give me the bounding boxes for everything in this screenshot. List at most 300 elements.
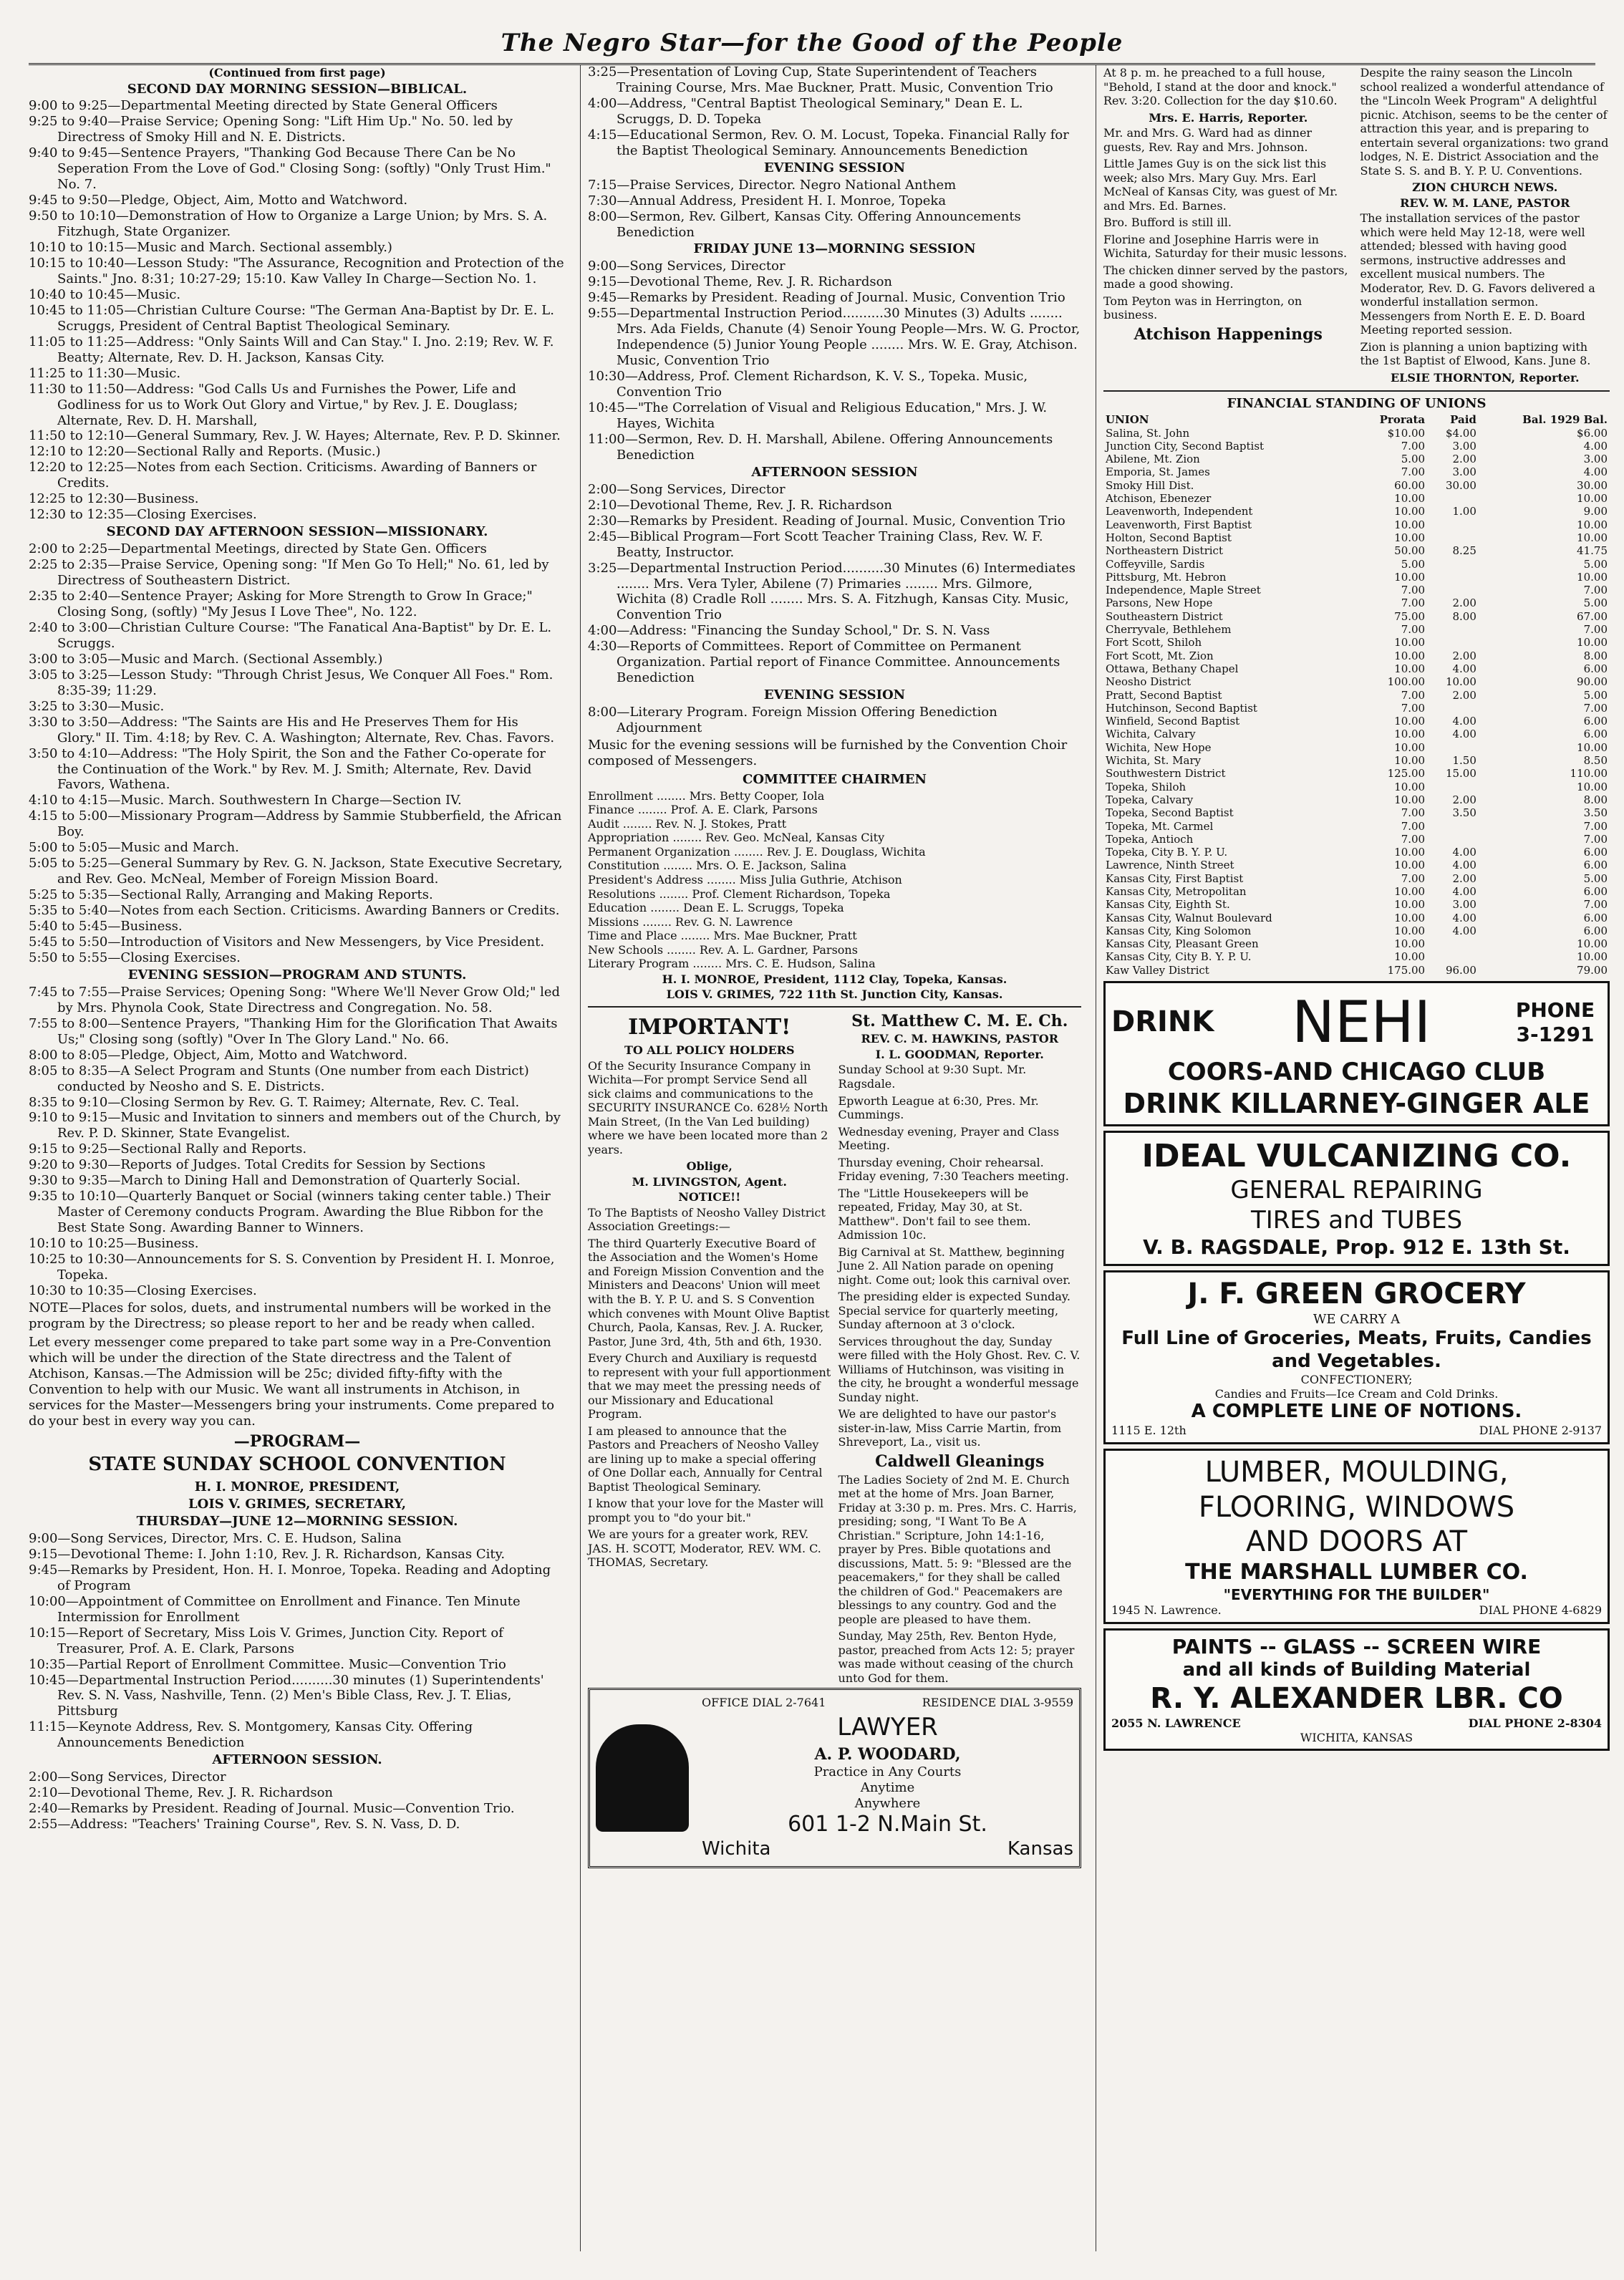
list-item: 11:50 to 12:10—General Summary, Rev. J. W. Hayes; Alternate, Rev. P. D. Skinner. bbox=[29, 428, 561, 444]
table-cell: Southwestern District bbox=[1106, 767, 1226, 781]
section-heading: AFTERNOON SESSION bbox=[751, 464, 918, 480]
table-row bbox=[1103, 781, 1610, 793]
signoff: LOIS V. GRIMES, 722 11th St. Junction City, Kansas. bbox=[666, 987, 1003, 1002]
portrait-image bbox=[596, 1724, 689, 1832]
table-cell: Atchison, Ebenezer bbox=[1106, 492, 1212, 506]
table-cell: 9.00 bbox=[1583, 505, 1608, 518]
list-item: 3:25—Departmental Instruction Period..........30 Minutes (6) Intermediates ........ Mrs. Vera Tyler, Abilene (7) Primaries ........ Mrs. Gilmore, Wichita (8) Cradle Roll ........ Mrs. S. A. Fitzhugh, Kansas City. Music, Convention Trio bbox=[588, 560, 1076, 623]
table-cell: 6.00 bbox=[1583, 846, 1608, 859]
columns bbox=[29, 64, 1609, 2251]
list-item: Education ........ Dean E. L. Scruggs, Topeka bbox=[588, 901, 844, 915]
list-item: 11:15—Keynote Address, Rev. S. Montgomery, Kansas City. Offering Announcements Benediction bbox=[29, 1719, 473, 1751]
notice-heading: NOTICE!! bbox=[678, 1190, 741, 1204]
important-sign: M. LIVINGSTON, Agent. bbox=[632, 1174, 787, 1189]
table-cell: Topeka, Antioch bbox=[1106, 832, 1194, 846]
news-text: Epworth League at 6:30, Pres. Mr. Cummings. bbox=[838, 1093, 1039, 1122]
table-cell: 2.00 bbox=[1452, 649, 1476, 662]
table-cell: 10.00 bbox=[1577, 950, 1608, 964]
lumber-name: THE MARSHALL LUMBER CO. bbox=[1185, 1560, 1528, 1585]
table-cell bbox=[1427, 531, 1479, 544]
table-cell: 10.00 bbox=[1394, 505, 1426, 518]
list-item: Enrollment ........ Mrs. Betty Cooper, Iola bbox=[588, 788, 825, 803]
table-cell: $4.00 bbox=[1445, 426, 1476, 440]
nehi-line: COORS-AND CHICAGO CLUB bbox=[1167, 1057, 1546, 1086]
list-item: 9:15—Devotional Theme: I. John 1:10, Rev. J. R. Richardson, Kansas City. bbox=[29, 1546, 506, 1562]
table-row bbox=[1103, 754, 1610, 767]
important-sign: Oblige, bbox=[686, 1159, 733, 1174]
table-cell: 90.00 bbox=[1577, 675, 1608, 689]
stmatthew-reporter: I. L. GOODMAN, Reporter. bbox=[875, 1047, 1044, 1061]
list-item: 5:25 to 5:35—Sectional Rally, Arranging and Making Reports. bbox=[29, 887, 433, 903]
grocery-ad bbox=[1103, 1270, 1610, 1444]
table-row bbox=[1103, 584, 1610, 596]
table-cell: 10.00 bbox=[1394, 662, 1426, 675]
divider bbox=[588, 1006, 1081, 1008]
table-cell: 10.00 bbox=[1394, 728, 1426, 741]
news-text: The "Little Housekeepers will be repeated, Friday, May 30, at St. Matthew". Don't fail to see them. Admission 10c. bbox=[838, 1186, 1031, 1242]
nehi-top bbox=[1111, 987, 1602, 1058]
masthead: The Negro Star—for the Good of the People bbox=[29, 29, 1595, 65]
divider bbox=[1103, 390, 1610, 392]
news-text: Wednesday evening, Prayer and Class Meeting. bbox=[838, 1124, 1060, 1153]
table-cell: 3.00 bbox=[1452, 439, 1476, 453]
table-cell: 7.00 bbox=[1401, 832, 1426, 846]
table-cell: Junction City, Second Baptist bbox=[1106, 439, 1265, 453]
table-row bbox=[1103, 558, 1610, 571]
city-text: Wichita bbox=[702, 1837, 771, 1860]
table-cell bbox=[1427, 937, 1479, 950]
table-cell: 10.00 bbox=[1394, 859, 1426, 872]
table-cell: 2.00 bbox=[1452, 596, 1476, 610]
list-item: 10:25 to 10:30—Announcements for S. S. Convention by President H. I. Monroe, Topeka. bbox=[29, 1252, 555, 1282]
news-text: The chicken dinner served by the pastors, made a good showing. bbox=[1103, 263, 1348, 291]
table-cell: $6.00 bbox=[1577, 426, 1608, 440]
grocery-line: Candies and Fruits—Ice Cream and Cold Drinks. bbox=[1214, 1386, 1499, 1401]
list-item: 8:00—Literary Program. Foreign Mission Offering Benediction Adjournment bbox=[588, 705, 997, 736]
office-phone: OFFICE DIAL 2-7641 bbox=[702, 1696, 826, 1710]
table-cell: Fort Scott, Mt. Zion bbox=[1106, 649, 1214, 662]
reporter: ELSIE THORNTON, Reporter. bbox=[1390, 370, 1580, 385]
list-item: 5:00 to 5:05—Music and March. bbox=[29, 840, 239, 856]
list-item: 9:00—Song Services, Director, Mrs. C. E. Hudson, Salina bbox=[29, 1530, 402, 1546]
list-item: 9:45—Remarks by President, Hon. H. I. Monroe, Topeka. Reading and Adopting of Program bbox=[29, 1562, 551, 1593]
news-text: Big Carnival at St. Matthew, beginning June 2. All Nation parade on opening night. Come out; look this carnival over. bbox=[838, 1245, 1071, 1287]
table-row bbox=[1103, 964, 1610, 977]
table-cell: Winfield, Second Baptist bbox=[1106, 715, 1240, 728]
list-item: 12:20 to 12:25—Notes from each Section. Criticisms. Awarding of Banners or Credits. bbox=[29, 460, 537, 491]
ss-president: H. I. MONROE, PRESIDENT, bbox=[194, 1479, 400, 1495]
news-text: Florine and Josephine Harris were in Wichita, Saturday for their music lessons. bbox=[1103, 232, 1348, 261]
table-cell: Topeka, Calvary bbox=[1106, 793, 1194, 806]
news-text: Thursday evening, Choir rehearsal. Friday evening, 7:30 Teachers meeting. bbox=[838, 1155, 1069, 1184]
table-cell bbox=[1427, 741, 1479, 754]
table-cell: 1.00 bbox=[1452, 505, 1476, 518]
alex-name: R. Y. ALEXANDER LBR. CO bbox=[1150, 1682, 1563, 1716]
table-cell: Wichita, Calvary bbox=[1106, 728, 1196, 741]
table-cell: 10.00 bbox=[1394, 846, 1426, 859]
table-cell: 10.00 bbox=[1394, 937, 1426, 951]
caldwell-title: Caldwell Gleanings bbox=[875, 1451, 1045, 1471]
table-cell: Abilene, Mt. Zion bbox=[1106, 453, 1200, 466]
table-cell: 6.00 bbox=[1583, 859, 1608, 872]
list-item: 9:30 to 9:35—March to Dining Hall and Demonstration of Quarterly Social. bbox=[29, 1173, 521, 1189]
list-item: 10:30 to 10:35—Closing Exercises. bbox=[29, 1282, 257, 1298]
table-cell bbox=[1427, 492, 1479, 505]
table-cell: 10.00 bbox=[1394, 898, 1426, 912]
program-list bbox=[29, 985, 566, 1299]
list-item: Appropriation ........ Rev. Geo. McNeal, Kansas City bbox=[588, 831, 885, 845]
table-cell: Kansas City, Eighth St. bbox=[1106, 898, 1230, 912]
list-item: 9:35 to 10:10—Quarterly Banquet or Social (winners taking center table.) Their Master of Ceremony conducts Program. Awarding the Blue Ribbon for the Best State Song. Awarding Banner to Winners. bbox=[29, 1189, 551, 1236]
table-row bbox=[1103, 440, 1610, 453]
table-row bbox=[1103, 596, 1610, 609]
table-row bbox=[1103, 518, 1610, 531]
list-item: 5:40 to 5:45—Business. bbox=[29, 919, 183, 934]
table-cell: 8.00 bbox=[1452, 609, 1476, 623]
continued-note: (Continued from first page) bbox=[208, 66, 386, 79]
list-item: 9:55—Departmental Instruction Period..........30 Minutes (3) Adults ........ Mrs. Ada Fields, Chanute (4) Senoir Young People—Mrs. W. G. Proctor, Independence (5) Junior Young People ........ Mrs. W. E. Gray, Atchison. Music, Convention Trio bbox=[588, 306, 1081, 369]
table-cell: 10.00 bbox=[1394, 636, 1426, 649]
table-cell: Wichita, St. Mary bbox=[1106, 754, 1202, 768]
grocery-phone: DIAL PHONE 2-9137 bbox=[1479, 1424, 1602, 1438]
table-cell: 6.00 bbox=[1583, 911, 1608, 924]
table-header bbox=[1103, 413, 1610, 426]
drink-text: DRINK bbox=[1111, 1005, 1214, 1039]
table-cell: 10.00 bbox=[1394, 518, 1426, 531]
list-item: 10:45—"The Correlation of Visual and Religious Education," Mrs. J. W. Hayes, Wichita bbox=[588, 400, 1048, 431]
news-text: Services throughout the day, Sunday were filled with the Holy Ghost. Rev. C. V. Williams of Hutchinson, was visiting in the city, he brought a wonderful message Sunday night. bbox=[838, 1334, 1081, 1404]
table-cell: Salina, St. John bbox=[1106, 426, 1190, 440]
table-cell: 4.00 bbox=[1452, 728, 1476, 741]
table-cell: Independence, Maple Street bbox=[1106, 584, 1261, 597]
table-cell: $10.00 bbox=[1387, 426, 1426, 440]
list-item: 2:00 to 2:25—Departmental Meetings, directed by State Gen. Officers bbox=[29, 541, 487, 557]
list-item: 10:40 to 10:45—Music. bbox=[29, 286, 181, 302]
program-list bbox=[29, 98, 566, 523]
ss-title: STATE SUNDAY SCHOOL CONVENTION bbox=[88, 1454, 506, 1476]
table-row bbox=[1103, 702, 1610, 715]
subcolumns bbox=[588, 1012, 1081, 1689]
news-text: Sunday School at 9:30 Supt. Mr. Ragsdale. bbox=[838, 1063, 1027, 1091]
section-heading: EVENING SESSION—PROGRAM AND STUNTS. bbox=[127, 967, 467, 982]
table-cell bbox=[1427, 702, 1479, 715]
stmatthew-title: St. Matthew C. M. E. Ch. bbox=[851, 1011, 1068, 1030]
table-cell: 60.00 bbox=[1394, 478, 1426, 492]
news-text: Mr. and Mrs. G. Ward had as dinner guests, Rev. Ray and Mrs. Johnson. bbox=[1103, 126, 1313, 154]
table-cell: 1.50 bbox=[1452, 754, 1476, 768]
table-cell: 8.00 bbox=[1583, 649, 1608, 662]
list-item: 2:30—Remarks by President. Reading of Journal. Music, Convention Trio bbox=[588, 513, 1065, 528]
table-cell: 50.00 bbox=[1394, 544, 1426, 558]
ss-secretary: LOIS V. GRIMES, SECRETARY, bbox=[188, 1497, 406, 1512]
alex-address: 2055 N. LAWRENCE bbox=[1111, 1716, 1241, 1731]
table-row bbox=[1103, 833, 1610, 846]
news-text: Despite the rainy season the Lincoln school realized a wonderful attendance of the "Lincoln Week Program" A delightful picnic. Atchison, seems to be the center of attraction this year, and is preparing to entertain several organizations: two grand lodges, N. E. District Association and the State S. S. and B. Y. P. U. Conventions. bbox=[1360, 66, 1609, 178]
list-item: Permanent Organization ........ Rev. J. E. Douglass, Wichita bbox=[588, 844, 926, 859]
table-cell: 7.00 bbox=[1583, 584, 1608, 597]
lumber-line: AND DOORS AT bbox=[1245, 1525, 1468, 1559]
vulc-name: IDEAL VULCANIZING CO. bbox=[1141, 1138, 1572, 1175]
lawyer-title: LAWYER bbox=[837, 1712, 938, 1742]
zion-title: ZION CHURCH NEWS. bbox=[1412, 180, 1558, 195]
program-list bbox=[588, 482, 1081, 686]
table-cell: 4.00 bbox=[1452, 911, 1476, 924]
list-item: 2:25 to 2:35—Praise Service, Opening song: "If Men Go To Hell;" No. 61, led by Directress of Southeastern District. bbox=[29, 557, 549, 589]
table-cell: Topeka, Shiloh bbox=[1106, 780, 1186, 793]
grocery-line: Full Line of Groceries, Meats, Fruits, Candies and Vegetables. bbox=[1121, 1328, 1592, 1372]
reporter: Mrs. E. Harris, Reporter. bbox=[1149, 110, 1308, 125]
table-cell: 10.00 bbox=[1394, 950, 1426, 964]
table-row bbox=[1103, 544, 1610, 557]
table-cell: Kansas City, City B. Y. P. U. bbox=[1106, 950, 1252, 964]
table-cell: 6.00 bbox=[1583, 662, 1608, 675]
list-item: 7:55 to 8:00—Sentence Prayers, "Thanking Him for the Glorification That Awaits Us;" Closing song (softly) "Over In The Glory Land." No. 66. bbox=[29, 1015, 558, 1047]
table-cell: 10.00 bbox=[1577, 492, 1608, 506]
list-item: 8:05 to 8:35—A Select Program and Stunts (One number from each District) conducted by Neosho and S. E. Districts. bbox=[29, 1063, 529, 1094]
church-news bbox=[838, 1012, 1082, 1689]
table-row bbox=[1103, 885, 1610, 898]
table-cell: Kansas City, Pleasant Green bbox=[1106, 937, 1259, 951]
table-cell: 8.00 bbox=[1583, 793, 1608, 806]
list-item: 2:40 to 3:00—Christian Culture Course: "The Fanatical Ana-Baptist" by Dr. E. L. Scruggs. bbox=[29, 619, 552, 651]
column-header: Bal. 1929 Bal. bbox=[1522, 413, 1608, 427]
table-cell: 4.00 bbox=[1583, 439, 1608, 453]
grocery-line: A COMPLETE LINE OF NOTIONS. bbox=[1191, 1401, 1522, 1423]
table-cell: 2.00 bbox=[1452, 871, 1476, 885]
table-row bbox=[1103, 728, 1610, 740]
list-item: 4:15—Educational Sermon, Rev. O. M. Locust, Topeka. Financial Rally for the Baptist Theological Seminary. Announcements Benediction bbox=[588, 127, 1069, 158]
column-header: Prorata bbox=[1379, 413, 1426, 427]
lawyer-city bbox=[702, 1838, 1073, 1861]
lawyer-name: A. P. WOODARD, bbox=[814, 1745, 961, 1764]
residence-phone: RESIDENCE DIAL 3-9559 bbox=[922, 1696, 1073, 1710]
list-item: 8:00 to 8:05—Pledge, Object, Aim, Motto and Watchword. bbox=[29, 1047, 408, 1063]
lawyer-line: Anywhere bbox=[854, 1796, 921, 1812]
zion-news bbox=[1360, 64, 1610, 386]
lumber-address: 1945 N. Lawrence. bbox=[1111, 1603, 1222, 1618]
table-cell: Southeastern District bbox=[1106, 609, 1223, 623]
column-1 bbox=[29, 64, 566, 2251]
list-item: 2:55—Address: "Teachers' Training Course", Rev. S. N. Vass, D. D. bbox=[29, 1817, 460, 1832]
list-item: 9:25 to 9:40—Praise Service; Opening Song: "Lift Him Up." No. 50. led by Directress of Smoky Hill and N. E. Districts. bbox=[29, 114, 513, 145]
table-cell: Kansas City, Walnut Boulevard bbox=[1106, 911, 1272, 924]
table-row bbox=[1103, 427, 1610, 440]
table-row bbox=[1103, 623, 1610, 636]
program-list bbox=[588, 259, 1081, 463]
news-text: The presiding elder is expected Sunday. Special service for quarterly meeting, Sunday afternoon at 3 o'clock. bbox=[838, 1290, 1070, 1332]
list-item: 9:20 to 9:30—Reports of Judges. Total Credits for Session by Sections bbox=[29, 1157, 485, 1173]
atchison-title: Atchison Happenings bbox=[1134, 324, 1323, 344]
table-row bbox=[1103, 531, 1610, 544]
table-cell: 30.00 bbox=[1577, 478, 1608, 492]
table-row bbox=[1103, 767, 1610, 780]
list-item: 11:30 to 11:50—Address: "God Calls Us and Furnishes the Power, Life and Godliness for us to Work Out Glory and Virtue," by Rev. J. E. Douglass; Alternate, Rev. D. H. Marshall, bbox=[29, 381, 518, 428]
table-cell: Pratt, Second Baptist bbox=[1106, 688, 1222, 702]
list-item: Resolutions ........ Prof. Clement Richardson, Topeka bbox=[588, 887, 891, 901]
table-cell: 6.00 bbox=[1583, 924, 1608, 937]
list-item: 10:10 to 10:15—Music and March. Sectional assembly.) bbox=[29, 240, 392, 256]
grocery-footer bbox=[1111, 1424, 1602, 1438]
table-cell: 10.00 bbox=[1577, 740, 1608, 754]
table-row bbox=[1103, 675, 1610, 688]
caldwell-cont bbox=[1103, 64, 1353, 386]
table-cell: Cherryvale, Bethlehem bbox=[1106, 623, 1232, 637]
table-cell: 10.00 bbox=[1394, 780, 1426, 793]
section-heading: EVENING SESSION bbox=[763, 160, 906, 175]
table-cell: 110.00 bbox=[1570, 767, 1608, 781]
list-item: 12:30 to 12:35—Closing Exercises. bbox=[29, 507, 257, 523]
table-cell: 7.00 bbox=[1401, 439, 1426, 453]
table-cell: 7.00 bbox=[1583, 623, 1608, 637]
notice-text: The third Quarterly Executive Board of the Association and the Women's Home and Foreign Mission Convention and the Ministers and Deacons' Union will meet with the B. Y. P. U. and S. S Convention which convenes with Mount Olive Baptist Church, Paola, Kansas, Rev. J. A. Rucker, Pastor, June 3rd, 4th, 5th and 6th, 1930. bbox=[588, 1236, 830, 1348]
list-item: 9:10 to 9:15—Music and Invitation to sinners and members out of the Church, by Rev. P. D. Skinner, State Evangelist. bbox=[29, 1110, 561, 1141]
table-cell bbox=[1427, 623, 1479, 636]
table-cell: 7.00 bbox=[1401, 871, 1426, 885]
table-row bbox=[1103, 571, 1610, 584]
table-cell: 7.00 bbox=[1401, 688, 1426, 702]
column-3 bbox=[1096, 64, 1610, 2251]
program-list bbox=[588, 178, 1081, 241]
lumber-line: FLOORING, WINDOWS bbox=[1198, 1490, 1515, 1524]
lawyer-address: 601 1-2 N.Main St. bbox=[788, 1812, 987, 1837]
lumber-line: LUMBER, MOULDING, bbox=[1204, 1455, 1509, 1489]
table-cell: Coffeyville, Sardis bbox=[1106, 557, 1205, 571]
table-cell: 7.00 bbox=[1401, 623, 1426, 637]
table-cell: 125.00 bbox=[1387, 767, 1426, 781]
financial-table bbox=[1103, 413, 1610, 977]
table-cell: 10.00 bbox=[1394, 793, 1426, 806]
table-cell: 10.00 bbox=[1445, 675, 1476, 689]
list-item: 9:50 to 10:10—Demonstration of How to Organize a Large Union; by Mrs. S. A. Fitzhugh, State Organizer. bbox=[29, 208, 548, 240]
table-cell: 4.00 bbox=[1583, 465, 1608, 479]
table-cell: 10.00 bbox=[1394, 649, 1426, 662]
table-row bbox=[1103, 492, 1610, 505]
list-item: 5:35 to 5:40—Notes from each Section. Criticisms. Awarding Banners or Credits. bbox=[29, 903, 560, 919]
table-cell: 96.00 bbox=[1445, 963, 1476, 977]
table-cell: 8.50 bbox=[1583, 754, 1608, 768]
list-item: 5:05 to 5:25—General Summary by Rev. G. N. Jackson, State Executive Secretary, and Rev. Geo. McNeal, Member of Foreign Mission Board. bbox=[29, 856, 563, 887]
list-item: 2:00—Song Services, Director bbox=[29, 1769, 226, 1785]
list-item: 2:40—Remarks by President. Reading of Journal. Music—Convention Trio. bbox=[29, 1801, 515, 1817]
lawyer-line: Anytime bbox=[860, 1780, 915, 1796]
table-cell: 10.00 bbox=[1394, 754, 1426, 768]
news-text: Bro. Bufford is still ill. bbox=[1103, 216, 1232, 230]
table-cell: 15.00 bbox=[1445, 767, 1476, 781]
grocery-name: J. F. GREEN GROCERY bbox=[1187, 1277, 1526, 1311]
lawyer-text bbox=[702, 1696, 1073, 1860]
list-item: 2:35 to 2:40—Sentence Prayer; Asking for More Strength to Grow In Grace;" Closing Song, (softly) "My Jesus I Love Thee", No. 122. bbox=[29, 589, 533, 619]
table-cell: 5.00 bbox=[1583, 557, 1608, 571]
notice-text: We are yours for a greater work, REV. JAS. H. SCOTT, Moderator, REV. WM. C. THOMAS, Secretary. bbox=[588, 1527, 821, 1570]
list-item: 3:25 to 3:30—Music. bbox=[29, 698, 165, 714]
program-list bbox=[588, 64, 1081, 159]
table-cell: 100.00 bbox=[1387, 675, 1426, 689]
grocery-line: CONFECTIONERY; bbox=[1300, 1373, 1413, 1387]
table-cell: 2.00 bbox=[1452, 453, 1476, 466]
section-heading: SECOND DAY AFTERNOON SESSION—MISSIONARY. bbox=[106, 524, 488, 540]
vulc-line: TIRES and TUBES bbox=[1250, 1205, 1463, 1235]
news-text: Zion is planning a union baptizing with the 1st Baptist of Elwood, Kans. June 8. bbox=[1360, 339, 1591, 368]
table-row bbox=[1103, 950, 1610, 963]
table-row bbox=[1103, 820, 1610, 833]
grocery-address: 1115 E. 12th bbox=[1111, 1424, 1186, 1438]
news-text: The installation services of the pastor which were held May 12-18, were well attended; blessed with having good sermons, instructive addresses and excellent musical numbers. The Moderator, Rev. D. G. Favors delivered a wonderful installation sermon. Messengers from North E. E. D. Board Meeting reported session. bbox=[1360, 211, 1595, 337]
table-cell: 3.50 bbox=[1583, 806, 1608, 820]
important-title: IMPORTANT! bbox=[628, 1014, 791, 1040]
list-item: 2:45—Biblical Program—Fort Scott Teacher Training Class, Rev. W. F. Beatty, Instructor. bbox=[588, 528, 1043, 560]
program-list bbox=[29, 541, 566, 966]
lumber-ad bbox=[1103, 1449, 1610, 1624]
list-item: Audit ........ Rev. N. J. Stokes, Pratt bbox=[588, 816, 787, 831]
list-item: 10:15—Report of Secretary, Miss Lois V. Grimes, Junction City. Report of Treasurer, Prof. A. E. Clark, Parsons bbox=[29, 1625, 503, 1656]
lumber-footer bbox=[1111, 1603, 1602, 1618]
committee-list bbox=[588, 789, 1081, 971]
table-row bbox=[1103, 505, 1610, 518]
list-item: 11:05 to 11:25—Address: "Only Saints Will and Can Stay." I. Jno. 2:19; Rev. W. F. Beatty; Alternate, Rev. D. H. Jackson, Kansas City. bbox=[29, 334, 554, 365]
notice-text: To The Baptists of Neosho Valley District Association Greetings:— bbox=[588, 1205, 826, 1234]
table-cell: Emporia, St. James bbox=[1106, 465, 1210, 479]
table-cell: 10.00 bbox=[1577, 780, 1608, 793]
alex-city: WICHITA, KANSAS bbox=[1300, 1730, 1413, 1744]
table-cell: 10.00 bbox=[1577, 570, 1608, 584]
table-cell: 5.00 bbox=[1401, 557, 1426, 571]
table-cell: 3.00 bbox=[1583, 453, 1608, 466]
table-cell: 7.00 bbox=[1401, 701, 1426, 715]
table-cell: 2.00 bbox=[1452, 793, 1476, 806]
lawyer-phones bbox=[702, 1696, 1073, 1710]
list-item: 10:45 to 11:05—Christian Culture Course: "The German Ana-Baptist by Dr. E. L. Scruggs, President of Central Baptist Theological Seminary. bbox=[29, 302, 554, 334]
list-item: 7:15—Praise Services, Director. Negro National Anthem bbox=[588, 177, 957, 193]
note: NOTE—Places for solos, duets, and instrumental numbers will be worked in the program by the Directress; so please report to her and be ready when called. bbox=[29, 1300, 551, 1331]
list-item: 10:30—Address, Prof. Clement Richardson, K. V. S., Topeka. Music, Convention Trio bbox=[588, 369, 1028, 400]
program-list bbox=[588, 705, 1081, 736]
ss-session: THURSDAY—JUNE 12—MORNING SESSION. bbox=[136, 1513, 458, 1529]
table-row bbox=[1103, 479, 1610, 492]
alex-line: and all kinds of Building Material bbox=[1182, 1658, 1531, 1681]
table-cell bbox=[1427, 571, 1479, 584]
table-cell: Ottawa, Bethany Chapel bbox=[1106, 662, 1239, 675]
news-text: At 8 p. m. he preached to a full house, "Behold, I stand at the door and knock." Rev. 3:20. Collection for the day $10.60. bbox=[1103, 66, 1338, 108]
nehi-ad bbox=[1103, 981, 1610, 1126]
list-item: 4:30—Reports of Committees. Report of Committee on Permanent Organization. Partial report of Finance Committee. Announcements Benediction bbox=[588, 639, 1060, 686]
list-item: Literary Program ........ Mrs. C. E. Hudson, Salina bbox=[588, 957, 876, 971]
lumber-slogan: "EVERYTHING FOR THE BUILDER" bbox=[1223, 1585, 1490, 1603]
table-cell: Fort Scott, Shiloh bbox=[1106, 636, 1202, 649]
table-row bbox=[1103, 453, 1610, 465]
table-cell: Leavenworth, Independent bbox=[1106, 505, 1253, 518]
list-item: 3:30 to 3:50—Address: "The Saints are His and He Preserves Them for His Glory." II. Tim. 4:18; by Rev. C. A. Washington; Alternate, Rev. Chas. Favors. bbox=[29, 714, 555, 745]
table-cell: 5.00 bbox=[1583, 596, 1608, 610]
music-note: Music for the evening sessions will be furnished by the Convention Choir composed of Messengers. bbox=[588, 738, 1068, 768]
table-cell: Topeka, Second Baptist bbox=[1106, 806, 1234, 820]
table-cell bbox=[1427, 950, 1479, 963]
table-cell: 4.00 bbox=[1452, 924, 1476, 937]
list-item: 9:15 to 9:25—Sectional Rally and Reports. bbox=[29, 1141, 307, 1157]
news-text: Tom Peyton was in Herrington, on business. bbox=[1103, 294, 1302, 322]
list-item: 9:40 to 9:45—Sentence Prayers, "Thanking God Because There Can be No Seperation From the Love of God." Closing Song: (softly) "Only Trust Him." No. 7. bbox=[29, 145, 551, 193]
list-item: 10:15 to 10:40—Lesson Study: "The Assurance, Recognition and Protection of the Saints." Jno. 8:31; 10:27-29; 15:10. Kaw Valley In Charge—Section No. 1. bbox=[29, 256, 564, 286]
table-cell: 3.00 bbox=[1452, 465, 1476, 479]
signoff: H. I. MONROE, President, 1112 Clay, Topeka, Kansas. bbox=[662, 972, 1007, 986]
committee-heading: COMMITTEE CHAIRMEN bbox=[743, 771, 927, 787]
table-cell: 4.00 bbox=[1452, 846, 1476, 859]
vulc-line: GENERAL REPAIRING bbox=[1230, 1176, 1483, 1205]
table-cell: 3.00 bbox=[1452, 898, 1476, 912]
table-cell: 4.00 bbox=[1452, 859, 1476, 872]
list-item: 2:10—Devotional Theme, Rev. J. R. Richardson bbox=[588, 497, 893, 513]
table-cell: 5.00 bbox=[1583, 688, 1608, 702]
section-heading: FRIDAY JUNE 13—MORNING SESSION bbox=[693, 241, 976, 257]
